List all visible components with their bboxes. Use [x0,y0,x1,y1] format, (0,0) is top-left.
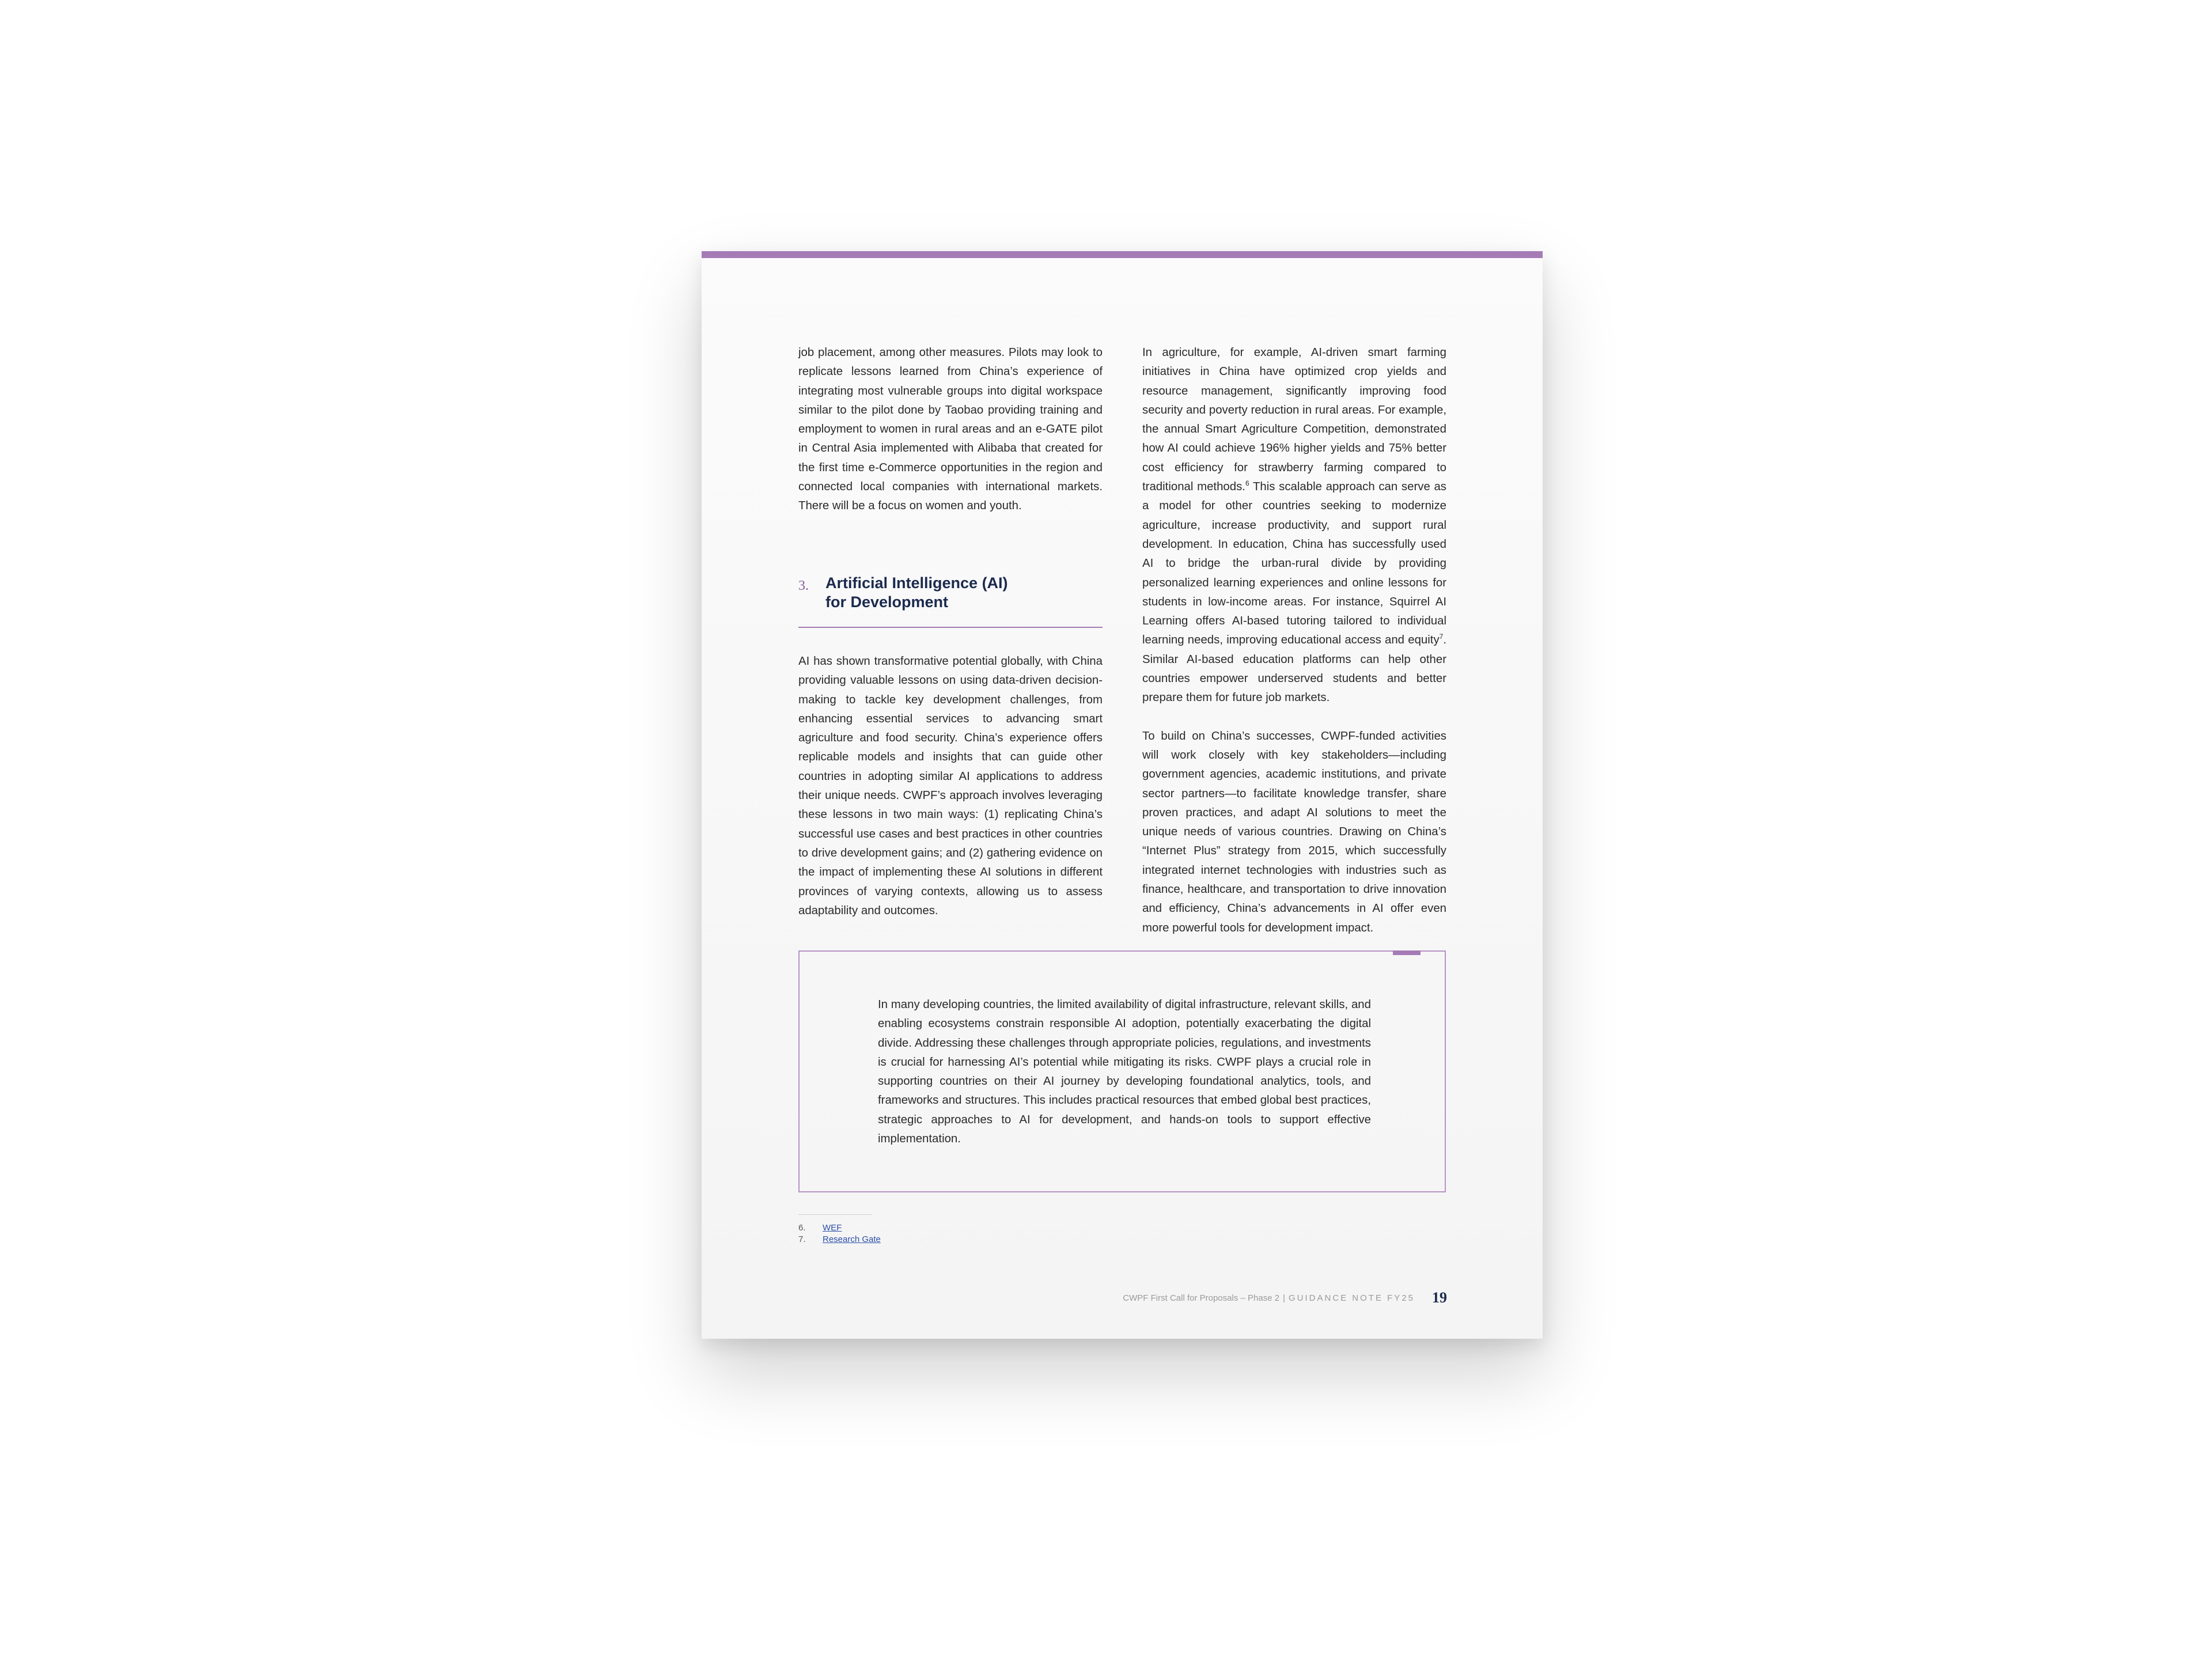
right-paragraph-1 [1142,343,1446,708]
footnote-divider [798,1214,872,1215]
footnote-ref-6[interactable]: 6 [1245,479,1249,488]
page-top-accent-bar [702,251,1543,258]
section-title-line-1: Artificial Intelligence (AI) [825,574,1008,592]
section-title-line-2: for Development [825,593,949,611]
footnote-number: 6. [798,1223,806,1233]
footnote-ref-7[interactable]: 7 [1439,632,1444,641]
footer-document-title: CWPF First Call for Proposals – Phase 2 [1123,1293,1280,1303]
footer-guidance-note: GUIDANCE NOTE FY25 [1288,1293,1415,1303]
left-column-lower [798,652,1103,921]
callout-text: In many developing countries, the limited availability of digital infrastructure, relevant skills, and enabling ecosystems constrain responsible AI adoption, potentially exacerbating the digital divide. Addressing these challenges through appropriate policies, regulations, and investments is crucial for harnessing AI’s potential while mitigating its risks. CWPF plays a crucial role in supporting countries on their AI journey by developing foundational analytics, tools, and frameworks and structures. This includes practical resources that embed global best practices, strategic approaches to AI for development, and hands-on tools to support effective implementation. [878,998,1371,1146]
left-paragraph-2: AI has shown transformative potential globally, with China providing valuable lessons on using data-driven decision-making to tackle key development challenges, from enhancing essential services to advancing smart agriculture and food security. China’s experience offers replicable models and insights that can guide other countries in adopting similar AI applications to address their unique needs. CWPF’s approach involves leveraging these lessons in two main ways: (1) replicating China’s successful use cases and best practices in other countries to drive development gains; and (2) gathering evidence on the impact of implementing these AI solutions in different provinces of varying contexts, allowing us to assess adaptability and outcomes. [798,655,1103,917]
right-paragraph-2: To build on China’s successes, CWPF-funded activities will work closely with key stakeholders—including government agencies, academic institutions, and private sector partners—to facilitate knowledge transfer, share proven practices, and adapt AI solutions to meet the unique needs of various countries. Drawing on China’s “Internet Plus” strategy from 2015, which successfully integrated internet technologies with industries such as finance, healthcare, and transportation to drive innovation and efficiency, China’s advancements in AI offer even more powerful tools for development impact. [1142,729,1446,934]
right-paragraph-1-part-a: In agriculture, for example, AI-driven smart farming initiatives in China have optimized crop yields and resource management, significantly improving food security and poverty reduction in rural areas. For example, the annual Smart Agriculture Competition, demonstrated how AI could achieve 196% higher yields and 75% better cost efficiency for strawberry farming compared to traditional methods. [1142,346,1446,494]
footnote-link-wef[interactable]: WEF [823,1223,842,1233]
right-paragraph-1-part-b: This scalable approach can serve as a model for other countries seeking to modernize agriculture, increase productivity, and support rural development. In education, China has successfully used AI to bridge the urban-rural divide by providing personalized learning experiences and online lessons for students in low-income areas. For instance, Squirrel AI Learning offers AI-based tutoring tailored to individual learning needs, improving educational access and equity [1142,480,1446,647]
section-number: 3. [798,578,809,593]
callout-accent-tab [1393,950,1421,955]
section-heading [798,574,1103,628]
page-number: 19 [1432,1289,1447,1306]
footnote-link-research-gate[interactable]: Research Gate [823,1234,881,1244]
right-paragraph-1-part-c: . Similar AI-based education platforms can help other countries empower underserved students and better prepare them for future job markets. [1142,634,1446,704]
footer-separator: | [1283,1293,1285,1303]
left-column [798,343,1103,516]
footnote-number: 7. [798,1234,806,1244]
document-page [702,251,1543,1339]
right-column [1142,343,1446,938]
callout-box [798,950,1446,1192]
section-title [825,574,1008,612]
page-footer [1123,1288,1447,1308]
left-paragraph-1: job placement, among other measures. Pilots may look to replicate lessons learned from China’s experience of integrating most vulnerable groups into digital workspace similar to the pilot done by Taobao providing training and employment to women in rural areas and an e-GATE pilot in Central Asia implemented with Alibaba that created for the first time e-Commerce opportunities in the region and connected local companies with international markets. There will be a focus on women and youth. [798,346,1103,513]
